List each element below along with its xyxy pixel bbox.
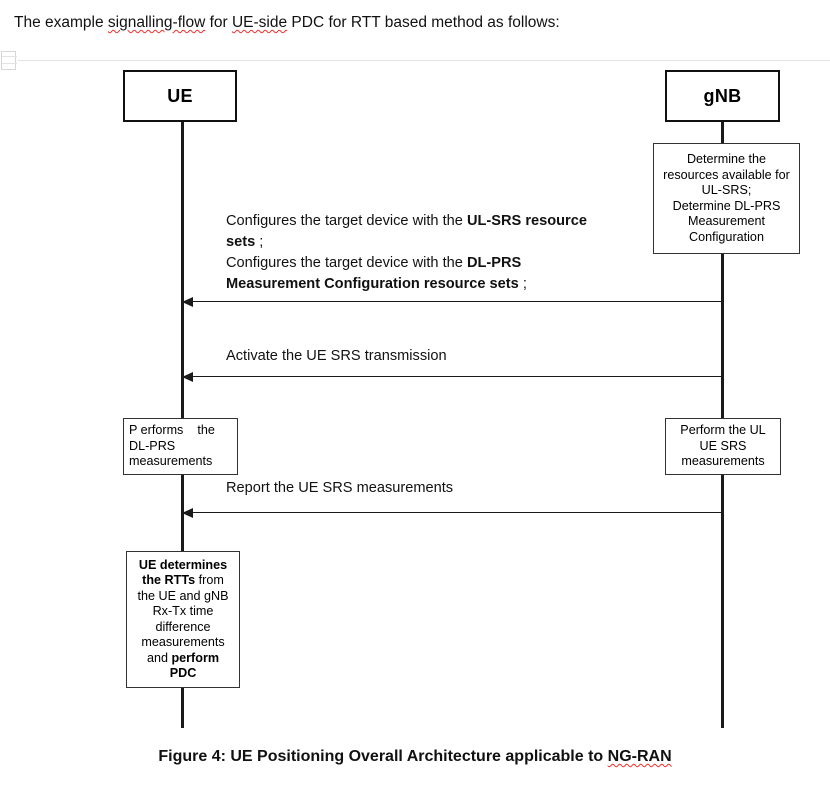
misspelled-word-ng-ran: NG-RAN bbox=[607, 748, 672, 765]
activity-line: the UE and gNB bbox=[137, 588, 229, 603]
activity-line: DL-PRS bbox=[129, 438, 176, 453]
activity-line: Determine DL-PRS bbox=[672, 198, 781, 213]
activity-text-bold: PDC bbox=[169, 666, 197, 680]
activity-line bbox=[132, 558, 234, 574]
activity-text-bold: UE determines bbox=[138, 557, 228, 572]
message-text-plain: ; bbox=[518, 276, 527, 292]
message-line-1 bbox=[226, 211, 641, 232]
arrow-head-icon bbox=[182, 372, 193, 382]
activity-line: Rx-Tx time bbox=[152, 604, 214, 618]
message-arrow-report-ue-srs-measurements bbox=[182, 512, 722, 513]
activity-box-gnb-determine-resources[interactable] bbox=[653, 143, 800, 254]
message-text-plain: Configures the target device with the bbox=[226, 255, 467, 271]
arrow-head-icon bbox=[182, 508, 193, 518]
activity-line: measurements bbox=[681, 454, 765, 469]
actor-box-gnb[interactable] bbox=[665, 70, 780, 122]
message-label-activate-ue-srs bbox=[226, 346, 447, 367]
actor-box-ue[interactable] bbox=[123, 70, 237, 122]
activity-line: Perform the UL bbox=[680, 423, 766, 438]
activity-text-plain: from bbox=[195, 573, 224, 587]
misspelled-word-ue-side: UE-side bbox=[231, 14, 288, 31]
message-text-bold: DL-PRS bbox=[466, 255, 522, 271]
activity-line bbox=[132, 651, 234, 667]
message-arrow-configure-target-device bbox=[182, 301, 722, 302]
message-label-configure-target-device bbox=[226, 211, 641, 295]
activity-text-bold: perform bbox=[171, 650, 220, 665]
activity-box-gnb-perform-ul-srs[interactable] bbox=[665, 418, 781, 475]
activity-box-ue-determines-rtts[interactable] bbox=[126, 551, 240, 688]
actor-label-ue: UE bbox=[167, 85, 193, 106]
message-line-4 bbox=[226, 274, 641, 295]
activity-line: difference bbox=[155, 619, 211, 634]
activity-box-ue-performs-dlprs[interactable] bbox=[123, 418, 238, 475]
message-text-plain: Configures the target device with the bbox=[226, 213, 467, 229]
intro-text-part-3: PDC for RTT based method as follows: bbox=[287, 14, 560, 31]
intro-text-part-2: for bbox=[205, 14, 232, 31]
activity-line: measurements bbox=[141, 635, 225, 649]
message-text: Activate the UE SRS transmission bbox=[226, 348, 447, 364]
activity-line: P erforms the bbox=[129, 423, 215, 438]
activity-line: Measurement bbox=[688, 214, 765, 228]
message-arrow-activate-ue-srs bbox=[182, 376, 722, 377]
activity-text-bold: the RTTs bbox=[142, 573, 196, 587]
figure-caption bbox=[0, 748, 830, 766]
misspelled-word-signalling-flow: signalling-flow bbox=[107, 14, 206, 31]
message-text-bold: UL-SRS resource bbox=[466, 213, 587, 229]
message-line-3 bbox=[226, 253, 641, 274]
arrow-head-icon bbox=[182, 297, 193, 307]
activity-line: Determine the bbox=[686, 152, 767, 166]
figure-caption-text: Figure 4: UE Positioning Overall Architecture applicable to bbox=[158, 748, 608, 765]
activity-line bbox=[132, 573, 234, 589]
actor-label-gnb: gNB bbox=[703, 85, 742, 106]
intro-text-part-1: The example bbox=[14, 14, 108, 31]
activity-line: UL-SRS; bbox=[701, 183, 752, 197]
activity-line: resources available for bbox=[663, 167, 790, 182]
message-text-bold: Measurement Configuration resource sets bbox=[226, 276, 519, 292]
activity-line: Configuration bbox=[689, 229, 764, 244]
activity-line: UE SRS bbox=[699, 438, 747, 453]
activity-line: measurements bbox=[129, 454, 213, 469]
message-text-bold: sets bbox=[226, 234, 256, 250]
message-text-plain: ; bbox=[255, 234, 264, 250]
message-label-report-ue-srs-measurements bbox=[226, 478, 453, 499]
message-text: Report the UE SRS measurements bbox=[226, 480, 454, 496]
activity-text-plain: and bbox=[146, 650, 172, 665]
activity-line bbox=[132, 666, 234, 682]
message-line-2 bbox=[226, 232, 641, 253]
